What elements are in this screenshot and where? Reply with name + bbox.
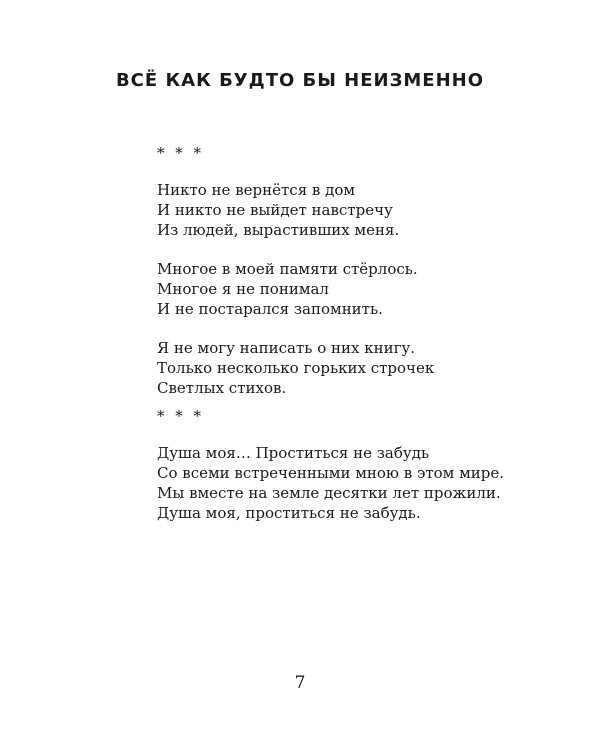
poem-line: Мы вместе на земле десятки лет прожили. bbox=[157, 484, 501, 502]
poem-line: Светлых стихов. bbox=[157, 379, 287, 397]
poem-line: Я не могу написать о них книгу. bbox=[157, 339, 416, 357]
stanza-1 bbox=[157, 180, 557, 240]
page-title: ВСЁ КАК БУДТО БЫ НЕИЗМЕННО bbox=[115, 70, 485, 91]
stanza-3 bbox=[157, 338, 557, 398]
poem-line: Только несколько горьких строчек bbox=[157, 359, 435, 377]
poem-line: Многое я не понимал bbox=[157, 280, 329, 298]
poem-separator: * * * bbox=[157, 407, 205, 425]
poem-line: И не постарался запомнить. bbox=[157, 300, 383, 318]
poem-line: Душа моя… Проститься не забудь bbox=[157, 444, 430, 462]
stanza-1 bbox=[157, 443, 557, 523]
poem-line: Многое в моей памяти стёрлось. bbox=[157, 260, 418, 278]
poem-2 bbox=[157, 407, 557, 542]
page-number: 7 bbox=[294, 673, 306, 693]
poem-line: И никто не выйдет навстречу bbox=[157, 201, 393, 219]
stanza-2 bbox=[157, 259, 557, 319]
poem-line: Со всеми встреченными мною в этом мире. bbox=[157, 464, 505, 482]
poem-1 bbox=[157, 144, 557, 417]
poem-line: Душа моя, проститься не забудь. bbox=[157, 504, 421, 522]
poem-separator: * * * bbox=[157, 144, 205, 162]
poem-line: Из людей, вырастивших меня. bbox=[157, 221, 400, 239]
poem-line: Никто не вернётся в дом bbox=[157, 181, 356, 199]
